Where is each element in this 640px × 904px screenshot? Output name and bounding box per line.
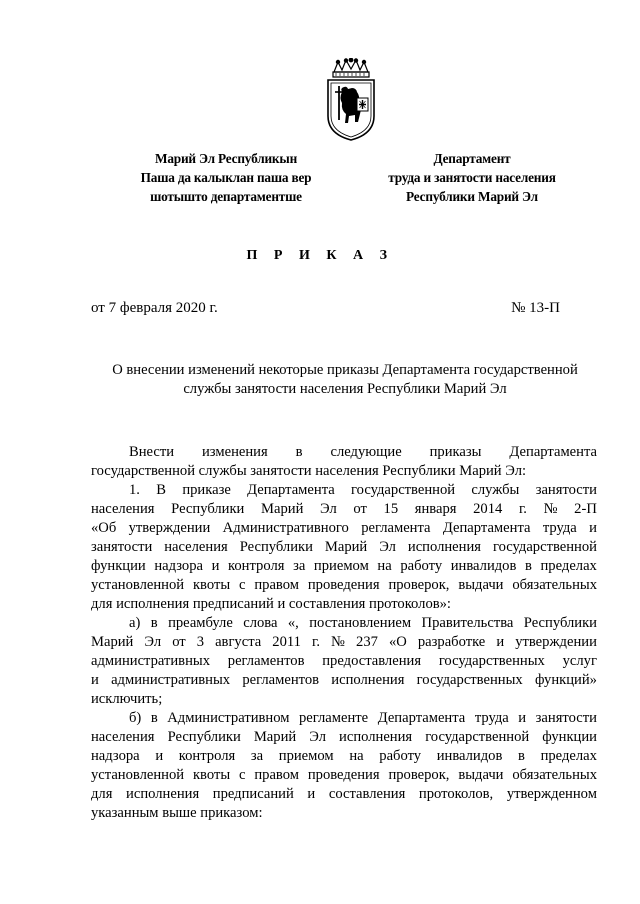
body-word: Эл xyxy=(320,501,337,517)
body-word: Республики xyxy=(167,729,241,745)
body-word: утверждении xyxy=(515,634,597,650)
body-line xyxy=(91,709,597,728)
order-subject xyxy=(90,361,600,399)
body-word: службы xyxy=(471,482,520,498)
header-left-mari xyxy=(111,149,341,206)
body-word: услуг xyxy=(562,653,597,669)
header-left-line: Марий Эл Республикын xyxy=(154,151,298,166)
header-left-line: Паша да калыклан паша вер xyxy=(140,170,312,185)
body-word: проверок, xyxy=(388,577,450,593)
body-word: постановлением xyxy=(309,615,412,631)
body-word: Правительства xyxy=(421,615,514,631)
body-line xyxy=(91,443,597,462)
body-line xyxy=(91,538,597,557)
body-word: № xyxy=(331,634,345,650)
order-date: от 7 февраля 2020 г. xyxy=(91,300,218,316)
body-line: государственной службы занятости населения Республики Марий Эл: xyxy=(91,463,527,479)
body-word: от xyxy=(353,501,367,517)
body-word: занятости xyxy=(535,710,597,726)
body-word: января xyxy=(414,501,457,517)
body-word: на xyxy=(377,558,392,574)
body-word: Эл xyxy=(309,729,326,745)
body-word: работу xyxy=(379,748,422,764)
body-word: с xyxy=(239,767,246,783)
body-line xyxy=(91,576,597,595)
body-line xyxy=(91,728,597,747)
order-title: П Р И К А З xyxy=(246,248,394,263)
body-word: «О xyxy=(388,634,407,650)
body-word: проведения xyxy=(307,577,380,593)
body-line xyxy=(91,481,597,500)
body-word: для xyxy=(91,786,113,802)
body-word: В xyxy=(156,482,166,498)
subject-line: О внесении изменений некоторые приказы Департамента государственной xyxy=(112,362,578,378)
body-word: исполнения xyxy=(331,672,405,688)
body-word: функций» xyxy=(534,672,597,688)
body-word: населения xyxy=(164,539,228,555)
body-word: государственной xyxy=(492,539,597,555)
body-word: от xyxy=(172,634,186,650)
body-word: б) xyxy=(129,710,142,726)
body-word: утвержденном xyxy=(506,786,597,802)
body-word: населения xyxy=(91,729,155,745)
body-word: и xyxy=(155,748,164,764)
body-word: Марий xyxy=(324,539,368,555)
body-word: контроля xyxy=(178,748,236,764)
subject-line: службы занятости населения Республики Марий Эл xyxy=(183,381,507,397)
body-word: утверждении xyxy=(128,520,211,536)
body-line xyxy=(91,614,597,633)
body-word: Республики xyxy=(239,539,313,555)
body-line xyxy=(91,747,597,766)
body-word: труда xyxy=(542,520,577,536)
body-word: и xyxy=(211,558,220,574)
body-word: и xyxy=(518,710,527,726)
body-word: разработке xyxy=(417,634,486,650)
body-word: Эл xyxy=(379,539,396,555)
body-word: надзора xyxy=(154,558,203,574)
body-word: следующие xyxy=(330,444,402,460)
body-word: г. xyxy=(312,634,320,650)
coat-of-arms-icon xyxy=(322,58,380,142)
body-word: 2011 xyxy=(272,634,301,650)
body-word: государственной xyxy=(351,482,456,498)
body-word: Департамента xyxy=(442,520,531,536)
body-word: составления xyxy=(328,786,406,802)
body-word: и xyxy=(496,634,505,650)
body-word: Департамента xyxy=(247,482,335,498)
body-word: и xyxy=(589,520,597,536)
body-word: Административном xyxy=(167,710,290,726)
body-word: в xyxy=(524,558,532,574)
body-word: регламентов xyxy=(227,653,305,669)
body-word: выдачи xyxy=(458,767,504,783)
body-line xyxy=(91,500,597,519)
body-word: регламенте xyxy=(299,710,369,726)
body-word: 1. xyxy=(129,482,140,498)
body-word: в xyxy=(150,615,158,631)
body-word: Марий xyxy=(261,501,304,517)
body-word: Эл xyxy=(144,634,162,650)
body-word: пределах xyxy=(540,748,597,764)
body-word: изменения xyxy=(202,444,268,460)
body-word: инвалидов xyxy=(436,748,503,764)
body-word: «, xyxy=(287,615,299,631)
body-word: 2014 xyxy=(473,501,503,517)
body-word: Марий xyxy=(253,729,297,745)
body-word: исполнения xyxy=(339,729,413,745)
body-line: указанным выше приказом: xyxy=(91,805,263,821)
body-word: приемом xyxy=(313,558,369,574)
body-word: Марий xyxy=(91,634,134,650)
body-word: Департамента xyxy=(377,710,466,726)
body-line xyxy=(91,671,597,690)
header-right-line: Департамент xyxy=(433,151,511,166)
body-word: приказе xyxy=(182,482,231,498)
body-word: и xyxy=(91,672,99,688)
body-line xyxy=(91,785,597,804)
body-word: 237 xyxy=(356,634,378,650)
body-word: за xyxy=(250,748,264,764)
body-word: приемом xyxy=(278,748,334,764)
body-word: 15 xyxy=(383,501,399,517)
body-word: занятости xyxy=(535,482,597,498)
order-body xyxy=(91,443,597,823)
body-word: надзора xyxy=(91,748,140,764)
header-right-line: Республики Марий Эл xyxy=(406,189,538,204)
body-word: Республики xyxy=(523,615,597,631)
body-word: с xyxy=(239,577,246,593)
body-word: на xyxy=(349,748,364,764)
body-line xyxy=(91,766,597,785)
body-line xyxy=(91,652,597,671)
body-word: правом xyxy=(254,577,299,593)
body-word: обязательных xyxy=(512,767,597,783)
body-word: в xyxy=(295,444,303,460)
body-word: государственной xyxy=(425,729,530,745)
body-word: административных xyxy=(111,672,231,688)
body-word: квоты xyxy=(192,767,231,783)
body-word: Департамента xyxy=(509,444,597,460)
body-word: установленной xyxy=(91,577,185,593)
body-word: работу xyxy=(400,558,443,574)
body-word: Внести xyxy=(129,444,175,460)
body-word: и xyxy=(307,786,316,802)
body-word: Административного xyxy=(222,520,349,536)
body-word: № xyxy=(543,501,558,517)
body-word: государственных xyxy=(416,672,523,688)
body-word: регламентов xyxy=(242,672,320,688)
body-word: пределах xyxy=(540,558,597,574)
body-word: предоставления xyxy=(322,653,422,669)
body-word: выдачи xyxy=(458,577,504,593)
body-line xyxy=(91,633,597,652)
body-word: исполнения xyxy=(126,786,200,802)
header-right-line: труда и занятости населения xyxy=(388,170,556,185)
body-word: а) xyxy=(129,615,141,631)
body-line: для исполнения предписаний и составления протоколов»: xyxy=(91,596,451,612)
body-word: обязательных xyxy=(512,577,597,593)
body-word: регламента xyxy=(361,520,431,536)
header-right-russian xyxy=(357,149,587,206)
body-word: протоколов, xyxy=(418,786,494,802)
body-word: проверок, xyxy=(388,767,450,783)
body-word: функции xyxy=(91,558,146,574)
body-word: за xyxy=(293,558,306,574)
body-word: «Об xyxy=(91,520,117,536)
body-word: в xyxy=(518,748,525,764)
body-word: квоты xyxy=(192,577,231,593)
body-word: функции xyxy=(542,729,597,745)
body-word: контроля xyxy=(228,558,285,574)
body-word: государственных xyxy=(438,653,545,669)
header-left-line: шотышто департаментше xyxy=(150,189,302,204)
body-line xyxy=(91,557,597,576)
body-line: исключить; xyxy=(91,691,163,707)
body-line xyxy=(91,519,597,538)
body-word: приказы xyxy=(429,444,482,460)
body-word: проведения xyxy=(307,767,380,783)
body-word: г. xyxy=(518,501,527,517)
body-word: инвалидов xyxy=(450,558,517,574)
body-word: преамбуле xyxy=(168,615,233,631)
body-word: 2-П xyxy=(574,501,597,517)
body-word: Республики xyxy=(171,501,245,517)
body-word: населения xyxy=(91,501,155,517)
body-word: занятости xyxy=(91,539,153,555)
body-word: административных xyxy=(91,653,210,669)
body-word: 3 xyxy=(196,634,205,650)
order-number: № 13-П xyxy=(511,300,560,316)
body-word: слова xyxy=(243,615,278,631)
body-word: предписаний xyxy=(212,786,294,802)
body-word: в xyxy=(150,710,158,726)
body-word: августа xyxy=(215,634,262,650)
body-word: установленной xyxy=(91,767,185,783)
body-word: исполнения xyxy=(407,539,481,555)
body-word: правом xyxy=(254,767,299,783)
body-word: труда xyxy=(474,710,509,726)
